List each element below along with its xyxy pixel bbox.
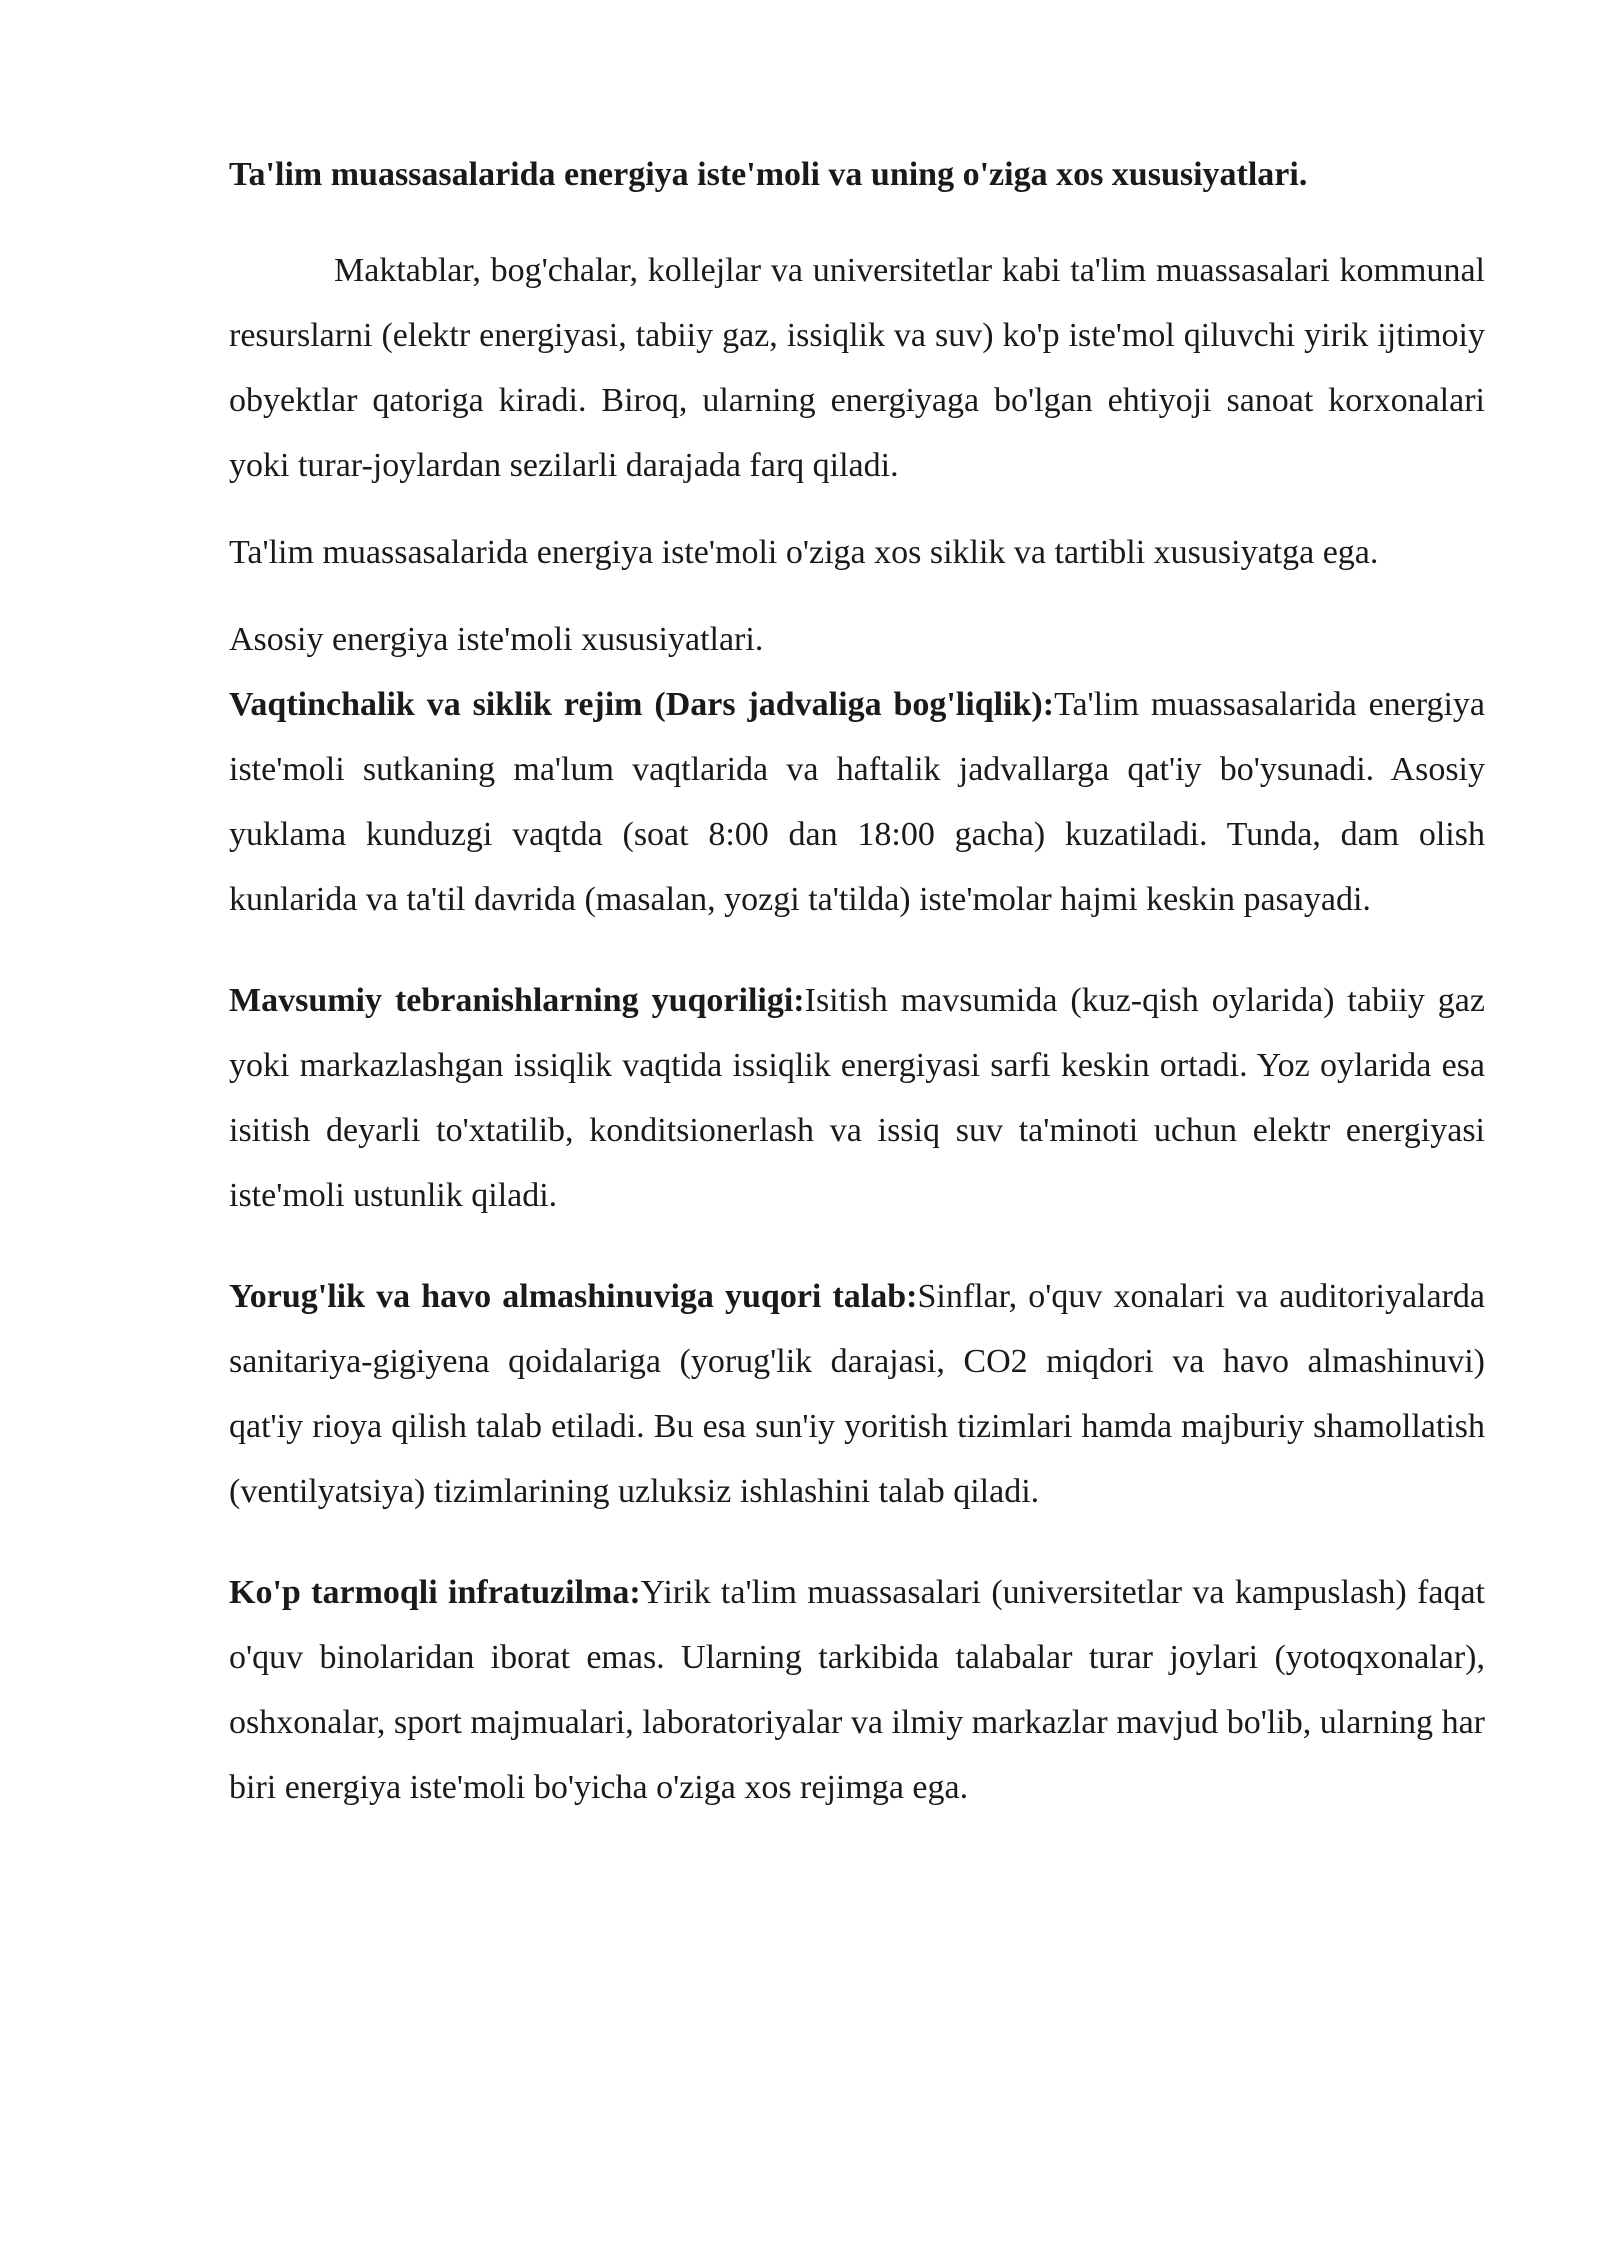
feature-paragraph (229, 1264, 1485, 1524)
features-intro-paragraph: Asosiy energiya iste'moli xususiyatlari. (229, 621, 764, 658)
feature-heading: Mavsumiy tebranishlarning yuqoriligi: (229, 982, 805, 1019)
feature-heading: Ko'p tarmoqli infratuzilma: (229, 1574, 641, 1611)
feature-paragraph (229, 672, 1485, 932)
feature-text: Ta'lim muassasalarida energiya iste'moli sutkaning ma'lum vaqtlarida va haftalik jadvallarga qat'iy bo'ysunadi. Asosiy yuklama kunduzgi vaqtda (soat 8:00 dan 18:00 gacha) kuzatiladi. Tunda, dam olish kunlarida va ta'til davrida (masalan, yozgi ta'tilda) iste'molar hajmi keskin pasayadi. (229, 686, 1486, 918)
summary-paragraph: Ta'lim muassasalarida energiya iste'moli o'ziga xos siklik va tartibli xususiyatga ega. (229, 534, 1379, 571)
feature-text: Isitish mavsumida (kuz-qish oylarida) tabiiy gaz yoki markazlashgan issiqlik vaqtida issiqlik energiyasi sarfi keskin ortadi. Yoz oylarida esa isitish deyarli to'xtatilib, konditsionerlash va issiq suv ta'minoti uchun elektr energiyasi iste'moli ustunlik qiladi. (229, 982, 1485, 1214)
intro-paragraph: Maktablar, bog'chalar, kollejlar va universitetlar kabi ta'lim muassasalari kommunal resurslarni (elektr energiyasi, tabiiy gaz, issiqlik va suv) ko'p iste'mol qiluvchi yirik ijtimoiy obyektlar qatoriga kiradi. Biroq, ularning energiyaga bo'lgan ehtiyoji sanoat korxonalari yoki turar-joylardan sezilarli darajada farq qiladi. (229, 252, 1485, 484)
feature-text: Yirik ta'lim muassasalari (universitetlar va kampuslash) faqat o'quv binolaridan iborat emas. Ularning tarkibida talabalar turar joylari (yotoqxonalar), oshxonalar, sport majmualari, laboratoriyalar va ilmiy markazlar mavjud bo'lib, ularning har biri energiya iste'moli bo'yicha o'ziga xos rejimga ega. (229, 1574, 1485, 1806)
document-page (229, 150, 1485, 1820)
feature-paragraph (229, 968, 1485, 1228)
feature-heading: Yorug'lik va havo almashinuviga yuqori talab: (229, 1278, 918, 1315)
feature-paragraph (229, 1560, 1485, 1820)
feature-heading: Vaqtinchalik va siklik rejim (Dars jadvaliga bog'liqlik): (229, 686, 1055, 723)
feature-text: Sinflar, o'quv xonalari va auditoriyalarda sanitariya-gigiyena qoidalariga (yorug'lik darajasi, CO2 miqdori va havo almashinuvi) qat'iy rioya qilish talab etiladi. Bu esa sun'iy yoritish tizimlari hamda majburiy shamollatish (ventilyatsiya) tizimlarining uzluksiz ishlashini talab qiladi. (229, 1278, 1485, 1510)
document-title: Ta'lim muassasalarida energiya iste'moli va uning o'ziga xos xususiyatlari. (229, 156, 1308, 193)
